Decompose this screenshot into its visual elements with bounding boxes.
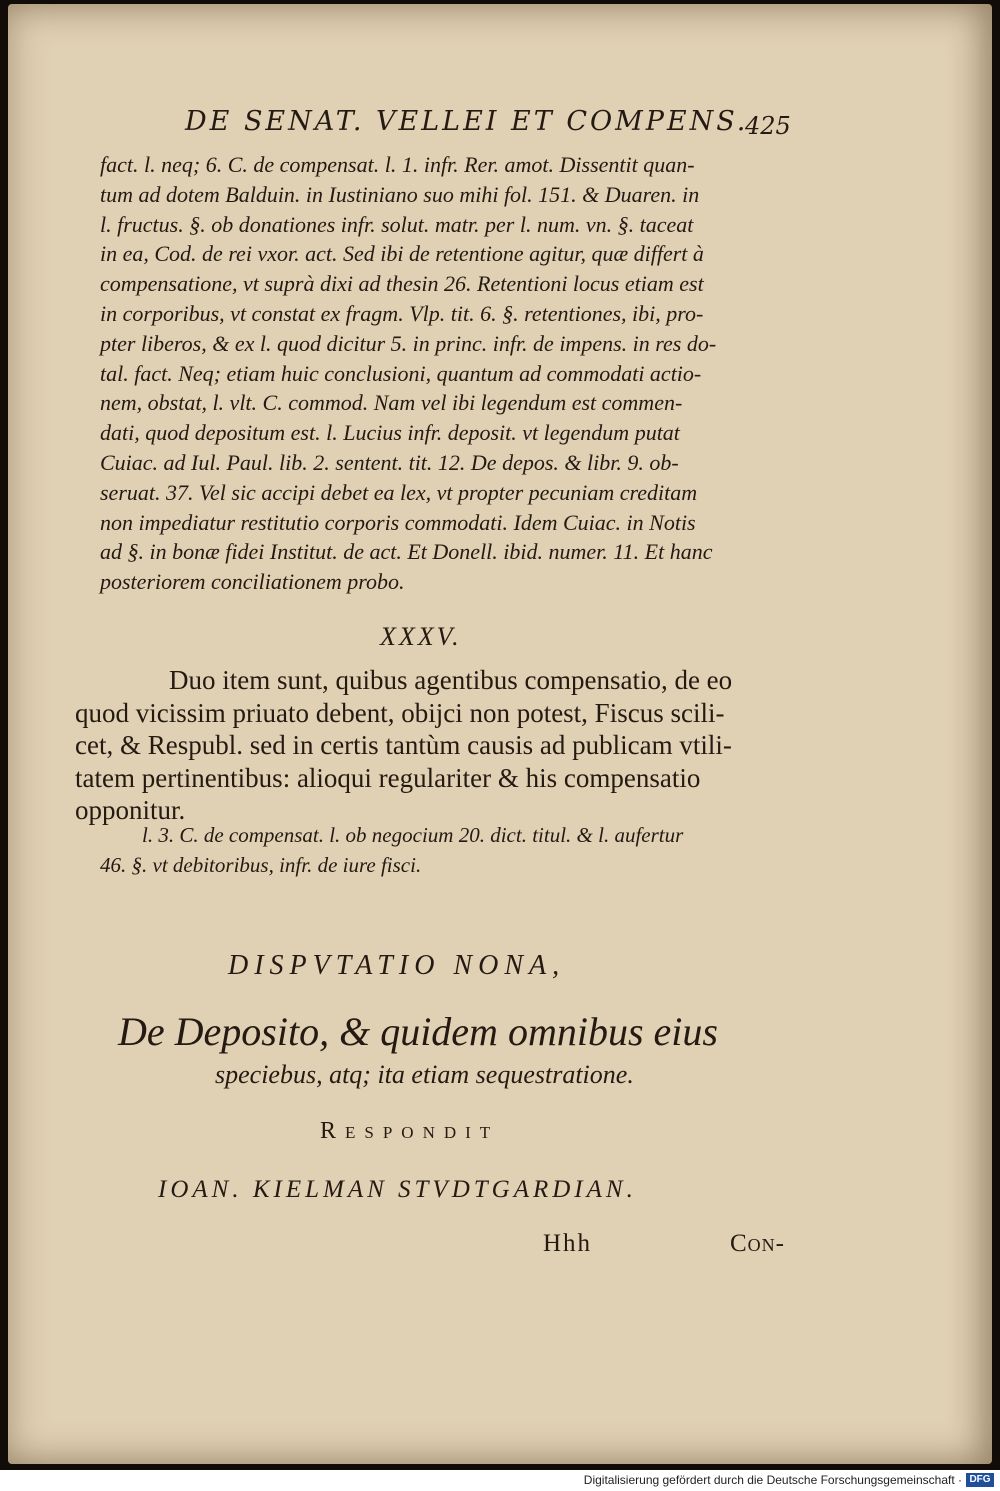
footer-credit: Digitalisierung gefördert durch die Deutsche Forschungsgemeinschaft · <box>583 1473 962 1487</box>
notes-line: in corporibus, vt constat ex fragm. Vlp. tit. 6. §. retentiones, ibi, pro- <box>100 300 704 326</box>
dfg-logo-icon[interactable]: DFG <box>966 1473 994 1487</box>
respondent-name: IOAN. KIELMAN STVDTGARDIAN. <box>158 1176 637 1203</box>
page-number: 425 <box>745 112 791 140</box>
notes-line: l. fructus. §. ob donationes infr. solut. matr. per l. num. vn. §. taceat <box>100 211 694 237</box>
notes-line: Cuiac. ad Iul. Paul. lib. 2. sentent. tit. 12. De depos. & libr. 9. ob- <box>100 449 679 475</box>
citation-line: l. 3. C. de compensat. l. ob negocium 20. dict. titul. & l. aufertur <box>142 823 684 847</box>
notes-line: nem, obstat, l. vlt. C. commod. Nam vel ibi legendum est commen- <box>100 390 683 416</box>
notes-line: compensatione, vt suprà dixi ad thesin 26. Retentioni locus etiam est <box>100 271 704 297</box>
thesis-line: tatem pertinentibus: alioqui regulariter & his compensatio <box>75 762 701 793</box>
running-head: DE SENAT. VELLEI ET COMPENS. <box>185 106 749 137</box>
disputation-subject-line-1: De Deposito, & quidem omnibus eius <box>118 1009 718 1054</box>
notes-line: pter liberos, & ex l. quod dicitur 5. in princ. infr. de impens. in res do- <box>100 330 717 356</box>
catchword: Con- <box>730 1230 785 1257</box>
citation-block <box>100 820 800 880</box>
notes-line: non impediatur restitutio corporis commodati. Idem Cuiac. in Notis <box>100 509 696 535</box>
disputation-title: DISPVTATIO NONA, <box>228 950 566 981</box>
notes-line: ad §. in bonæ fidei Institut. de act. Et Donell. ibid. numer. 11. Et hanc <box>100 539 713 565</box>
digitization-footer <box>0 1470 1000 1491</box>
notes-line: tal. fact. Neq; etiam huic conclusioni, quantum ad commodati actio- <box>100 360 702 386</box>
notes-line: in ea, Cod. de rei vxor. act. Sed ibi de retentione agitur, quæ differt à <box>100 241 704 267</box>
commentary-notes <box>100 150 780 597</box>
thesis-line: cet, & Respubl. sed in certis tantùm causis ad publicam vtili- <box>75 730 732 760</box>
thesis-number: XXXV. <box>380 622 462 651</box>
respondit-label: Respondit <box>320 1118 500 1144</box>
disputation-subject-line-2: speciebus, atq; ita etiam sequestratione. <box>215 1060 634 1089</box>
signature-mark: Hhh <box>543 1230 593 1257</box>
notes-line: posteriorem conciliationem probo. <box>100 569 405 595</box>
notes-line: tum ad dotem Balduin. in Iustiniano suo mihi fol. 151. & Duaren. in <box>100 181 700 207</box>
citation-line: 46. §. vt debitoribus, infr. de iure fisci. <box>100 853 422 877</box>
thesis-line: quod vicissim priuato debent, obijci non potest, Fiscus scili- <box>75 697 725 728</box>
notes-line: dati, quod depositum est. l. Lucius infr. deposit. vt legendum putat <box>100 420 680 446</box>
notes-line: seruat. 37. Vel sic accipi debet ea lex, vt propter pecuniam creditam <box>100 479 698 505</box>
notes-line: fact. l. neq; 6. C. de compensat. l. 1. infr. Rer. amot. Dissentit quan- <box>100 152 695 177</box>
thesis-line: Duo item sunt, quibus agentibus compensatio, de eo <box>169 665 733 695</box>
thesis-text <box>75 664 815 827</box>
thesis-line: opponitur. <box>75 795 186 825</box>
